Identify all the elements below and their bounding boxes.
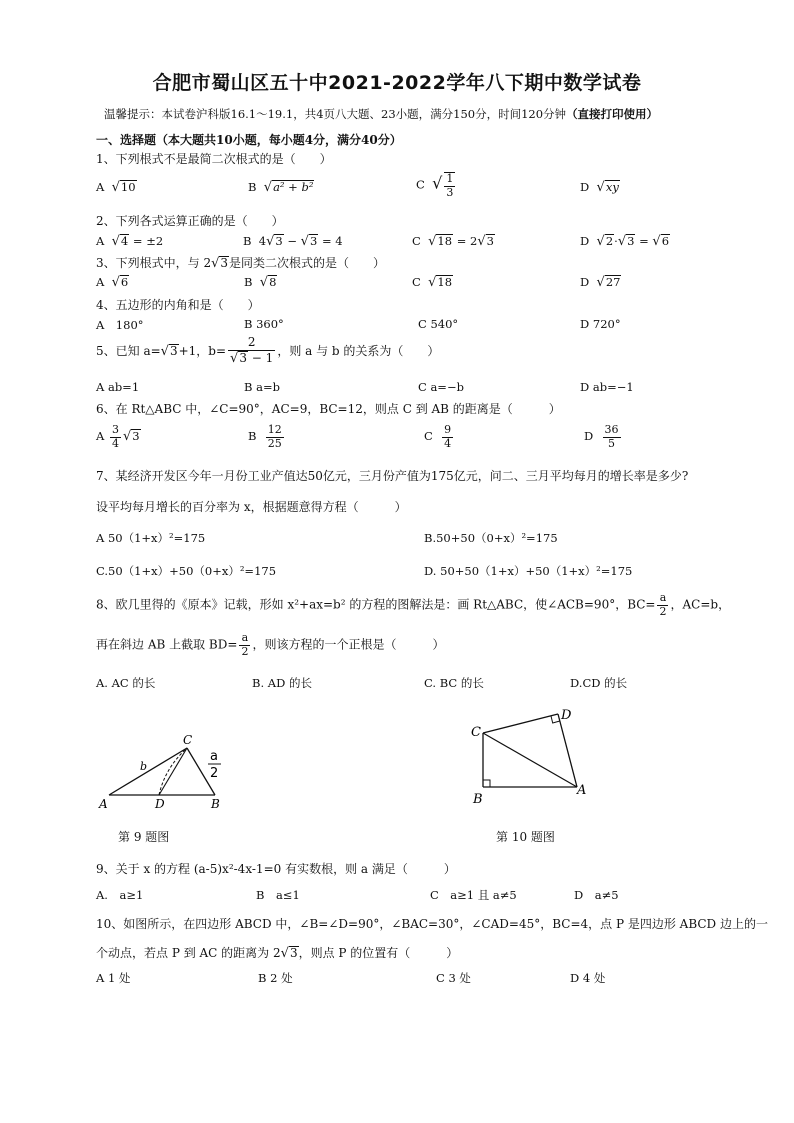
q2-option-c: C √18 = 2√3 [412,234,494,249]
q6-d-label: D [584,429,594,444]
q2-stem: 2、下列各式运算正确的是（ ） [96,214,284,228]
q5-stem-pre: 5、已知 a= [96,343,161,358]
q10-stem: 10、如图所示，在四边形 ABCD 中，∠B=∠D=90°，∠BAC=30°，∠CAD=45°，BC=4，点 P 是四边形 ABCD 边上的一 [96,917,768,931]
q1-b-value: a² + b² [273,180,314,194]
q8-frac-num: a [657,592,668,606]
q8-stem2-post: ，则该方程的一个正根是（ ） [252,637,445,652]
q2-option-b: B 4√3 − √3 = 4 [243,234,343,249]
fig10-label-b: B [473,792,483,807]
q2-b-coef: 4 [258,234,267,248]
q8-frac-den: 2 [659,604,667,618]
q6-d-den: 5 [608,436,616,450]
q7-option-d: D. 50+50（1+x）+50（1+x）²=175 [424,564,633,578]
q1-d-label: D [580,180,590,194]
q2-c-rad2: 3 [486,234,494,248]
q10-option-c: C 3 处 [436,971,471,985]
fig9-label-a: A [99,797,108,811]
tip-text: 温馨提示：本试卷沪科版16.1～19.1，共4页八大题、23小题，满分150分，时间120分钟 [104,107,567,121]
q9-option-a: A. a≥1 [96,888,144,902]
fig9-label-two: 2 [210,766,219,781]
q8-stem2 [96,632,444,658]
q7-option-c: C.50（1+x）+50（0+x）²=175 [96,564,277,578]
q6-b-den: 25 [267,436,282,450]
q3-option-c: C √18 [412,275,453,290]
q3-d-label: D [580,275,590,289]
q8-stem-post: ，AC=b， [670,597,731,612]
fig9-label-d: D [155,797,165,811]
q6-c-den: 4 [444,436,452,450]
q6-option-a: A $\frac{3}{4}$ √3 [96,423,140,450]
q3-option-a: A √6 [96,275,129,290]
q3-stem-pre: 3、下列根式中，与 2 [96,256,212,270]
q3-b-label: B [244,275,253,289]
q1-stem: 1、下列根式不是最简二次根式的是（ ） [96,152,332,166]
q1-c-den: 3 [446,185,454,199]
q4-stem: 4、五边形的内角和是（ ） [96,298,260,312]
q2-d-label: D [580,234,590,248]
q2-b-rest: = 4 [318,234,343,248]
q3-c-label: C [412,275,421,289]
fig9-label-b-side: b [140,760,148,773]
q8-option-c: C. BC 的长 [424,676,484,690]
q5-stem: 5、已知 a=√3+1，b= $\frac{2}{√3 - 1}$ ，则 a 与 b 的关系为（ ） [96,335,440,366]
q2-d-eq: = [635,234,653,248]
tip-line [104,106,658,122]
q2-c-rad1: 18 [437,234,453,248]
q6-c-num: 9 [444,423,452,436]
q10-option-b: B 2 处 [258,971,293,985]
q6-option-c [424,424,455,450]
page-title: 合肥市蜀山区五十中2021-2022学年八下期中数学试卷 [152,72,642,94]
q3-option-b: B √8 [244,275,277,290]
q5-stem-rad: 3 [169,343,178,358]
q7-stem: 7、某经济开发区今年一月份工业产值达50亿元，三月份产值为175亿元，问二、三月平均每月的增长率是多少? [96,469,689,483]
fig10-side-cd [483,714,558,733]
q2-a-label: A [96,234,105,248]
fig10-caption: 第 10 题图 [496,830,555,844]
q4-option-b: B 360° [244,317,284,331]
q2-d-dot: · [614,234,618,248]
fig10-side-da [558,714,577,787]
figure-10 [465,702,595,812]
q6-stem: 6、在 Rt△ABC 中，∠C=90°，AC=9，BC=12，则点 C 到 AB 的距离是（ ） [96,402,561,416]
q10-stem2-rad: 3 [289,946,298,960]
q2-option-a: A √4 = ±2 [96,234,164,249]
q3-a-value: 6 [120,275,129,289]
q1-d-value: xy [605,180,619,194]
q8-stem [96,592,730,618]
q1-option-a: A √10 [96,180,136,195]
q1-a-value: 10 [120,180,136,194]
q2-option-d: D √2·√3 = √6 [580,234,670,249]
figure-9 [95,730,235,815]
q2-a-rest: = ±2 [129,234,164,248]
q6-d-num: 36 [604,423,619,436]
q2-b-rad1: 3 [275,234,283,248]
q1-a-label: A [96,180,105,194]
q9-option-b: B a≤1 [256,888,300,902]
q2-b-label: B [243,234,252,248]
q2-a-rad: 4 [120,234,129,248]
q4-option-d: D 720° [580,317,621,331]
q5-option-c: C a=−b [418,380,464,394]
q6-a-label: A [96,429,105,444]
fig9-label-a-num: a [210,749,218,764]
fig9-caption: 第 9 题图 [118,830,170,844]
q10-option-a: A 1 处 [96,971,131,985]
q5-option-d: D ab=−1 [580,380,634,394]
q2-d-rad1: 2 [605,234,614,248]
q6-a-num: 3 [111,423,119,436]
q10-stem2-post: ，则点 P 的位置有（ ） [298,946,459,960]
tip-bold: （直接打印使用） [566,107,659,121]
q1-b-label: B [248,180,257,194]
fig9-side-ac [109,748,187,795]
fig10-label-c: C [471,725,481,740]
fig10-right-angle-b [483,780,490,787]
q5-stem-mid: +1，b= [178,343,227,358]
q2-b-rad2: 3 [309,234,318,248]
q5-frac-den-post: − 1 [247,350,274,365]
q6-option-d [584,424,623,450]
q9-option-d: D a≠5 [574,888,619,902]
q2-c-mid: = 2 [453,234,478,248]
q1-c-label: C [416,177,425,192]
q8-stem-pre: 8、欧几里得的《原本》记载，形如 x²+ax=b² 的方程的图解法是：画 Rt△ABC，使∠ACB=90°，BC= [96,597,656,612]
q3-d-value: 27 [605,275,621,289]
q9-stem: 9、关于 x 的方程 (a-5)x²-4x-1=0 有实数根，则 a 满足（ ） [96,862,456,876]
q2-d-rad2: 3 [627,234,635,248]
q6-a-den: 4 [111,436,119,450]
q2-c-label: C [412,234,421,248]
q4-option-a: A 180° [96,318,144,332]
q1-c-num: 1 [446,172,454,185]
q1-option-b: B √a² + b² [248,180,314,195]
q8-option-a: A. AC 的长 [96,676,156,690]
fig9-label-c: C [183,733,193,747]
q3-a-label: A [96,275,105,289]
q3-stem-post: 是同类二次根式的是（ ） [229,256,386,270]
q3-option-d: D √27 [580,275,621,290]
q5-frac-den-rad: 3 [239,350,247,365]
q5-stem-post: ，则 a 与 b 的关系为（ ） [277,343,440,358]
q3-b-value: 8 [269,275,277,289]
q6-b-num: 12 [267,423,282,436]
fig9-label-b: B [211,797,220,811]
q6-b-label: B [248,429,257,444]
q3-stem: 3、下列根式中，与 2√3是同类二次根式的是（ ） [96,256,386,271]
section-heading: 一、选择题（本大题共10小题，每小题4分，满分40分） [96,133,402,147]
fig10-label-d: D [561,708,572,723]
fig10-diagonal-ca [483,733,577,787]
q5-option-a: A ab=1 [96,380,140,394]
q8-stem2-pre: 再在斜边 AB 上截取 BD= [96,637,238,652]
q10-stem2: 个动点，若点 P 到 AC 的距离为 2√3，则点 P 的位置有（ ） [96,946,459,961]
q7-option-b: B.50+50（0+x）²=175 [424,531,558,545]
q2-b-minus: − [283,234,301,248]
q8-frac2-num: a [239,632,250,646]
q1-option-c: C √ $\frac{1}{3}$ [416,172,454,199]
q6-c-label: C [424,429,433,444]
q8-option-d: D.CD 的长 [570,676,628,690]
q6-a-rad: 3 [132,429,140,444]
q1-option-d: D √xy [580,180,619,195]
q7-stem2: 设平均每月增长的百分率为 x，根据题意得方程（ ） [96,500,407,514]
q6-option-b [248,424,286,450]
q4-option-c: C 540° [418,317,459,331]
q7-option-a: A 50（1+x）²=175 [96,531,206,545]
q10-stem2-pre: 个动点，若点 P 到 AC 的距离为 2 [96,946,281,960]
fig9-segment-cd [159,748,187,795]
q10-option-d: D 4 处 [570,971,606,985]
q5-frac-num: 2 [228,336,275,351]
q9-option-c: C a≥1 且 a≠5 [430,888,517,902]
q8-frac2-den: 2 [241,644,249,658]
q2-d-rad3: 6 [661,234,670,248]
q5-option-b: B a=b [244,380,280,394]
fig10-label-a: A [577,783,587,798]
q3-stem-rad: 3 [220,256,229,270]
q3-c-value: 18 [437,275,453,289]
q8-option-b: B. AD 的长 [252,676,312,690]
